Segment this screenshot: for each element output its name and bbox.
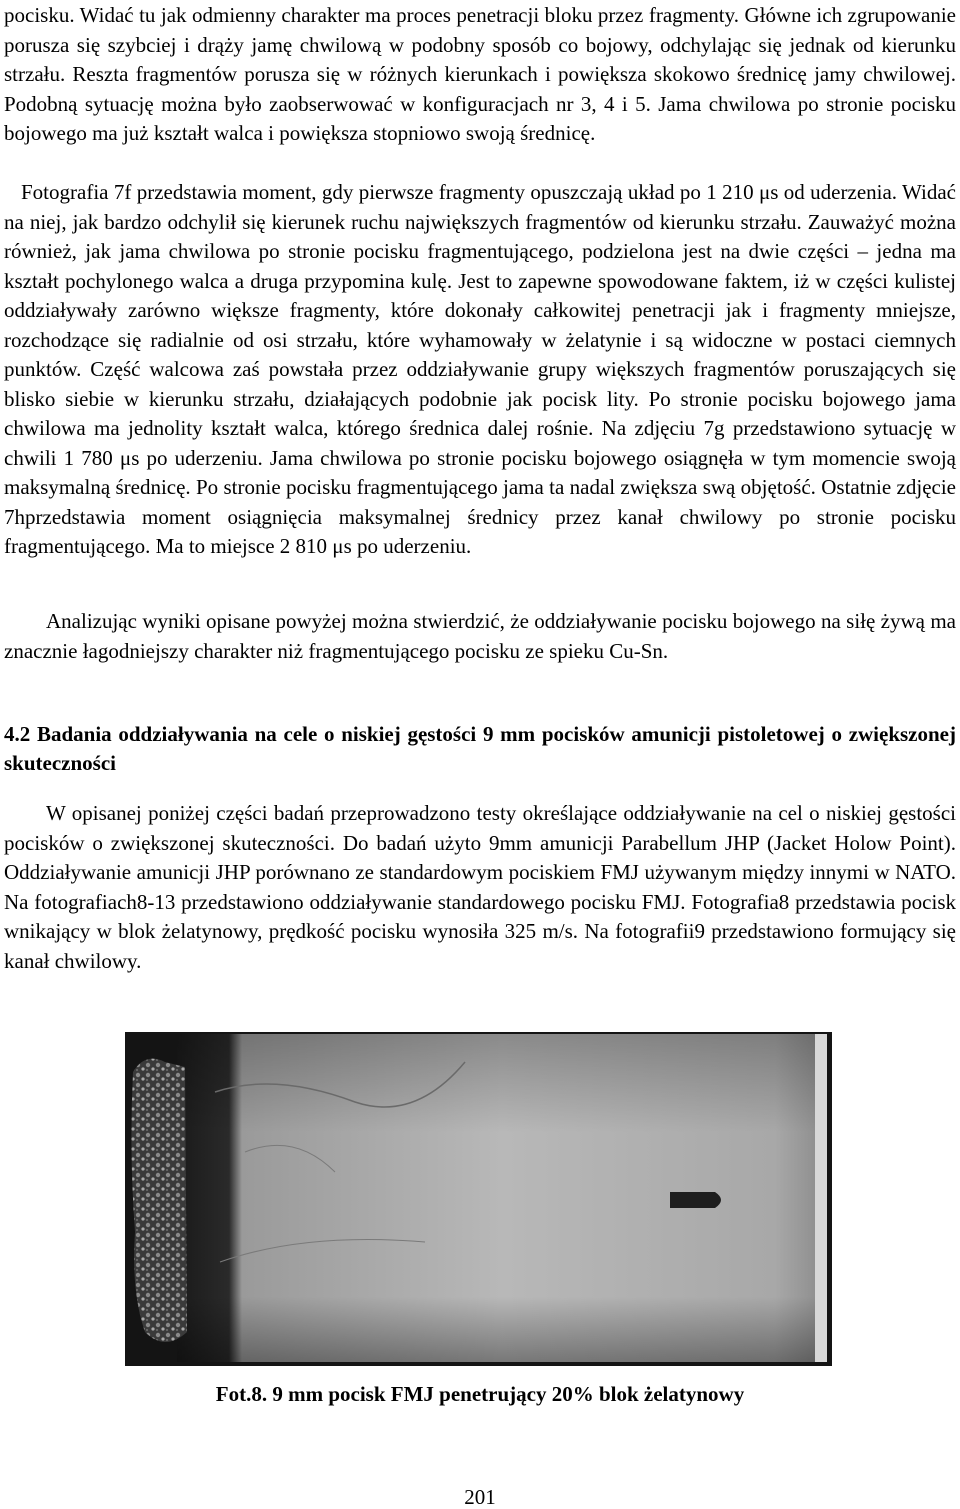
figure-caption: Fot.8. 9 mm pocisk FMJ penetrujący 20% blok żelatynowy	[215, 1382, 745, 1406]
section-number: 4.2	[4, 722, 31, 746]
paragraph-fotografia-7f: Fotografia 7f przedstawia moment, gdy pierwsze fragmenty opuszczają układ po 1 210 μs od uderzenia. Widać na niej, jak bardzo odchylił się kierunek ruchu największych fragmentów od kierunku strzału. Zauważyć można również, jak jama chwilowa po stronie pocisku fragmentującego, podzielona jest na dwie części – jedna ma kształt pochylonego walca a druga przypomina kulę. Jest to zapewne spowodowane faktem, iż w części kulistej oddziaływały zarówno większe fragmenty, które dokonały całkowitej penetracji jak i fragmenty mniejsze, rozchodzące się radialnie od osi strzału, które wyhamowały w żelatynie i są widoczne w postaci ciemnych punktów. Część walcowa zaś powstała przez oddziaływanie grupy większych fragmentów poruszających się blisko siebie w kierunku strzału, działających podobnie jak pocisk lity. Po stronie pocisku bojowego jama chwilowa ma jednolity kształt walca, którego średnica dalej rośnie. Na zdjęciu 7g przedstawiono sytuację w chwili 1 780 μs po uderzeniu. Jama chwilowa po stronie pocisku bojowego osiągnęła w tym momencie swoją maksymalną średnicę. Po stronie pocisku fragmentującego jama ta nadal zwiększa swą objętość. Ostatnie zdjęcie 7hprzedstawia moment osiągnięcia maksymalnej średnicy przez kanał chwilowy po stronie pocisku fragmentującego. Ma to miejsce 2 810 μs po uderzeniu.	[4, 180, 956, 558]
paragraph-section-intro: W opisanej poniżej części badań przeprowadzono testy określające oddziaływanie na cel o niskiej gęstości pocisków o zwiększonej skuteczności. Do badań użyto 9mm amunicji Parabellum JHP (Jacket Holow Point). Oddziaływanie amunicji JHP porównano ze standardowym pociskiem FMJ używanym między innymi w NATO. Na fotografiach8-13 przedstawiono oddziaływanie standardowego pocisku FMJ. Fotografia8 przedstawia pocisk wnikający w blok żelatynowy, prędkość pocisku wynosiła 325 m/s. Na fotografii9 przedstawiono formujący się kanał chwilowy.	[4, 801, 956, 973]
gelatin-block-photo	[125, 1032, 832, 1366]
paragraph-continuation: pocisku. Widać tu jak odmienny charakter ma proces penetracji bloku przez fragmenty. Główne ich zgrupowanie porusza się szybciej i drąży jamę chwilową w podobny sposób co bojowy, odchylając się jednak od kierunku strzału. Reszta fragmentów porusza się w różnych kierunkach i powiększa skokowo średnicę jamy chwilowej. Podobną sytuację można było zaobserwować w konfiguracjach nr 3, 4 i 5. Jama chwilowa po stronie pocisku bojowego ma już kształt walca i powiększa stopniowo swoją średnicę.	[4, 3, 956, 145]
section-heading	[4, 720, 956, 778]
paragraph-conclusion: Analizując wyniki opisane powyżej można stwierdzić, że oddziaływanie pocisku bojowego na siłę żywą ma znacznie łagodniejszy charakter niż fragmentującego pocisku ze spieku Cu-Sn.	[4, 609, 956, 663]
page-number: 201	[464, 1485, 496, 1509]
section-title: Badania oddziaływania na cele o niskiej gęstości 9 mm pocisków amunicji pistoletowej o zwiększonej skuteczności	[4, 722, 956, 775]
